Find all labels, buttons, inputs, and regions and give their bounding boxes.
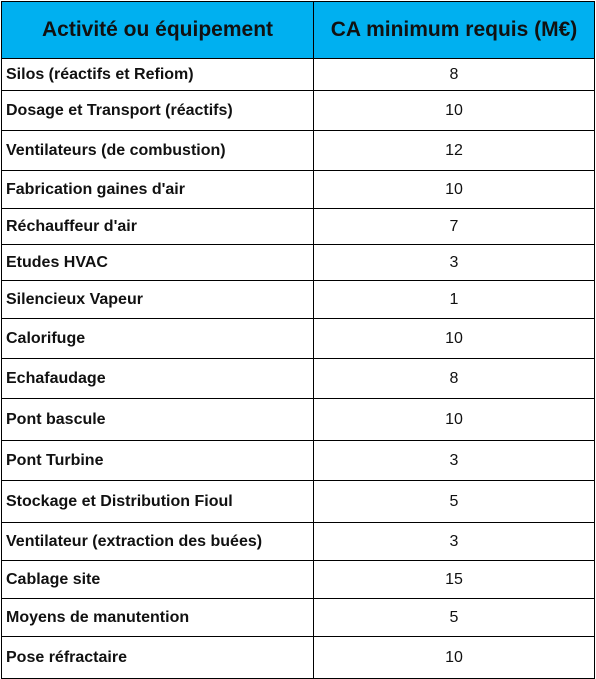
table-row <box>2 399 595 441</box>
table-row <box>2 523 595 561</box>
value-cell: 8 <box>314 359 595 399</box>
requirements-table <box>1 1 595 679</box>
activity-cell: Fabrication gaines d'air <box>2 171 314 209</box>
activity-cell: Pont bascule <box>2 399 314 441</box>
table-row <box>2 481 595 523</box>
activity-cell: Calorifuge <box>2 319 314 359</box>
value-cell: 1 <box>314 281 595 319</box>
header-min-revenue: CA minimum requis (M€) <box>314 2 595 59</box>
table-row <box>2 59 595 91</box>
table-row <box>2 171 595 209</box>
header-row <box>2 2 595 59</box>
value-cell: 3 <box>314 523 595 561</box>
activity-cell: Dosage et Transport (réactifs) <box>2 91 314 131</box>
activity-cell: Silencieux Vapeur <box>2 281 314 319</box>
activity-cell: Etudes HVAC <box>2 245 314 281</box>
value-cell: 5 <box>314 481 595 523</box>
value-cell: 15 <box>314 561 595 599</box>
activity-cell: Ventilateur (extraction des buées) <box>2 523 314 561</box>
table-row <box>2 131 595 171</box>
table-row <box>2 319 595 359</box>
activity-cell: Moyens de manutention <box>2 599 314 637</box>
table-row <box>2 245 595 281</box>
activity-cell: Ventilateurs (de combustion) <box>2 131 314 171</box>
table-row <box>2 359 595 399</box>
value-cell: 10 <box>314 91 595 131</box>
activity-cell: Stockage et Distribution Fioul <box>2 481 314 523</box>
table-row <box>2 599 595 637</box>
value-cell: 10 <box>314 637 595 679</box>
value-cell: 8 <box>314 59 595 91</box>
value-cell: 5 <box>314 599 595 637</box>
table-row <box>2 209 595 245</box>
table-row <box>2 281 595 319</box>
activity-cell: Pose réfractaire <box>2 637 314 679</box>
value-cell: 3 <box>314 441 595 481</box>
table-row <box>2 91 595 131</box>
header-activity: Activité ou équipement <box>2 2 314 59</box>
activity-cell: Silos (réactifs et Refiom) <box>2 59 314 91</box>
value-cell: 10 <box>314 319 595 359</box>
table-row <box>2 441 595 481</box>
value-cell: 10 <box>314 399 595 441</box>
activity-cell: Echafaudage <box>2 359 314 399</box>
activity-cell: Réchauffeur d'air <box>2 209 314 245</box>
table-row <box>2 561 595 599</box>
table-row <box>2 637 595 679</box>
activity-cell: Pont Turbine <box>2 441 314 481</box>
value-cell: 10 <box>314 171 595 209</box>
value-cell: 7 <box>314 209 595 245</box>
value-cell: 12 <box>314 131 595 171</box>
value-cell: 3 <box>314 245 595 281</box>
activity-cell: Cablage site <box>2 561 314 599</box>
